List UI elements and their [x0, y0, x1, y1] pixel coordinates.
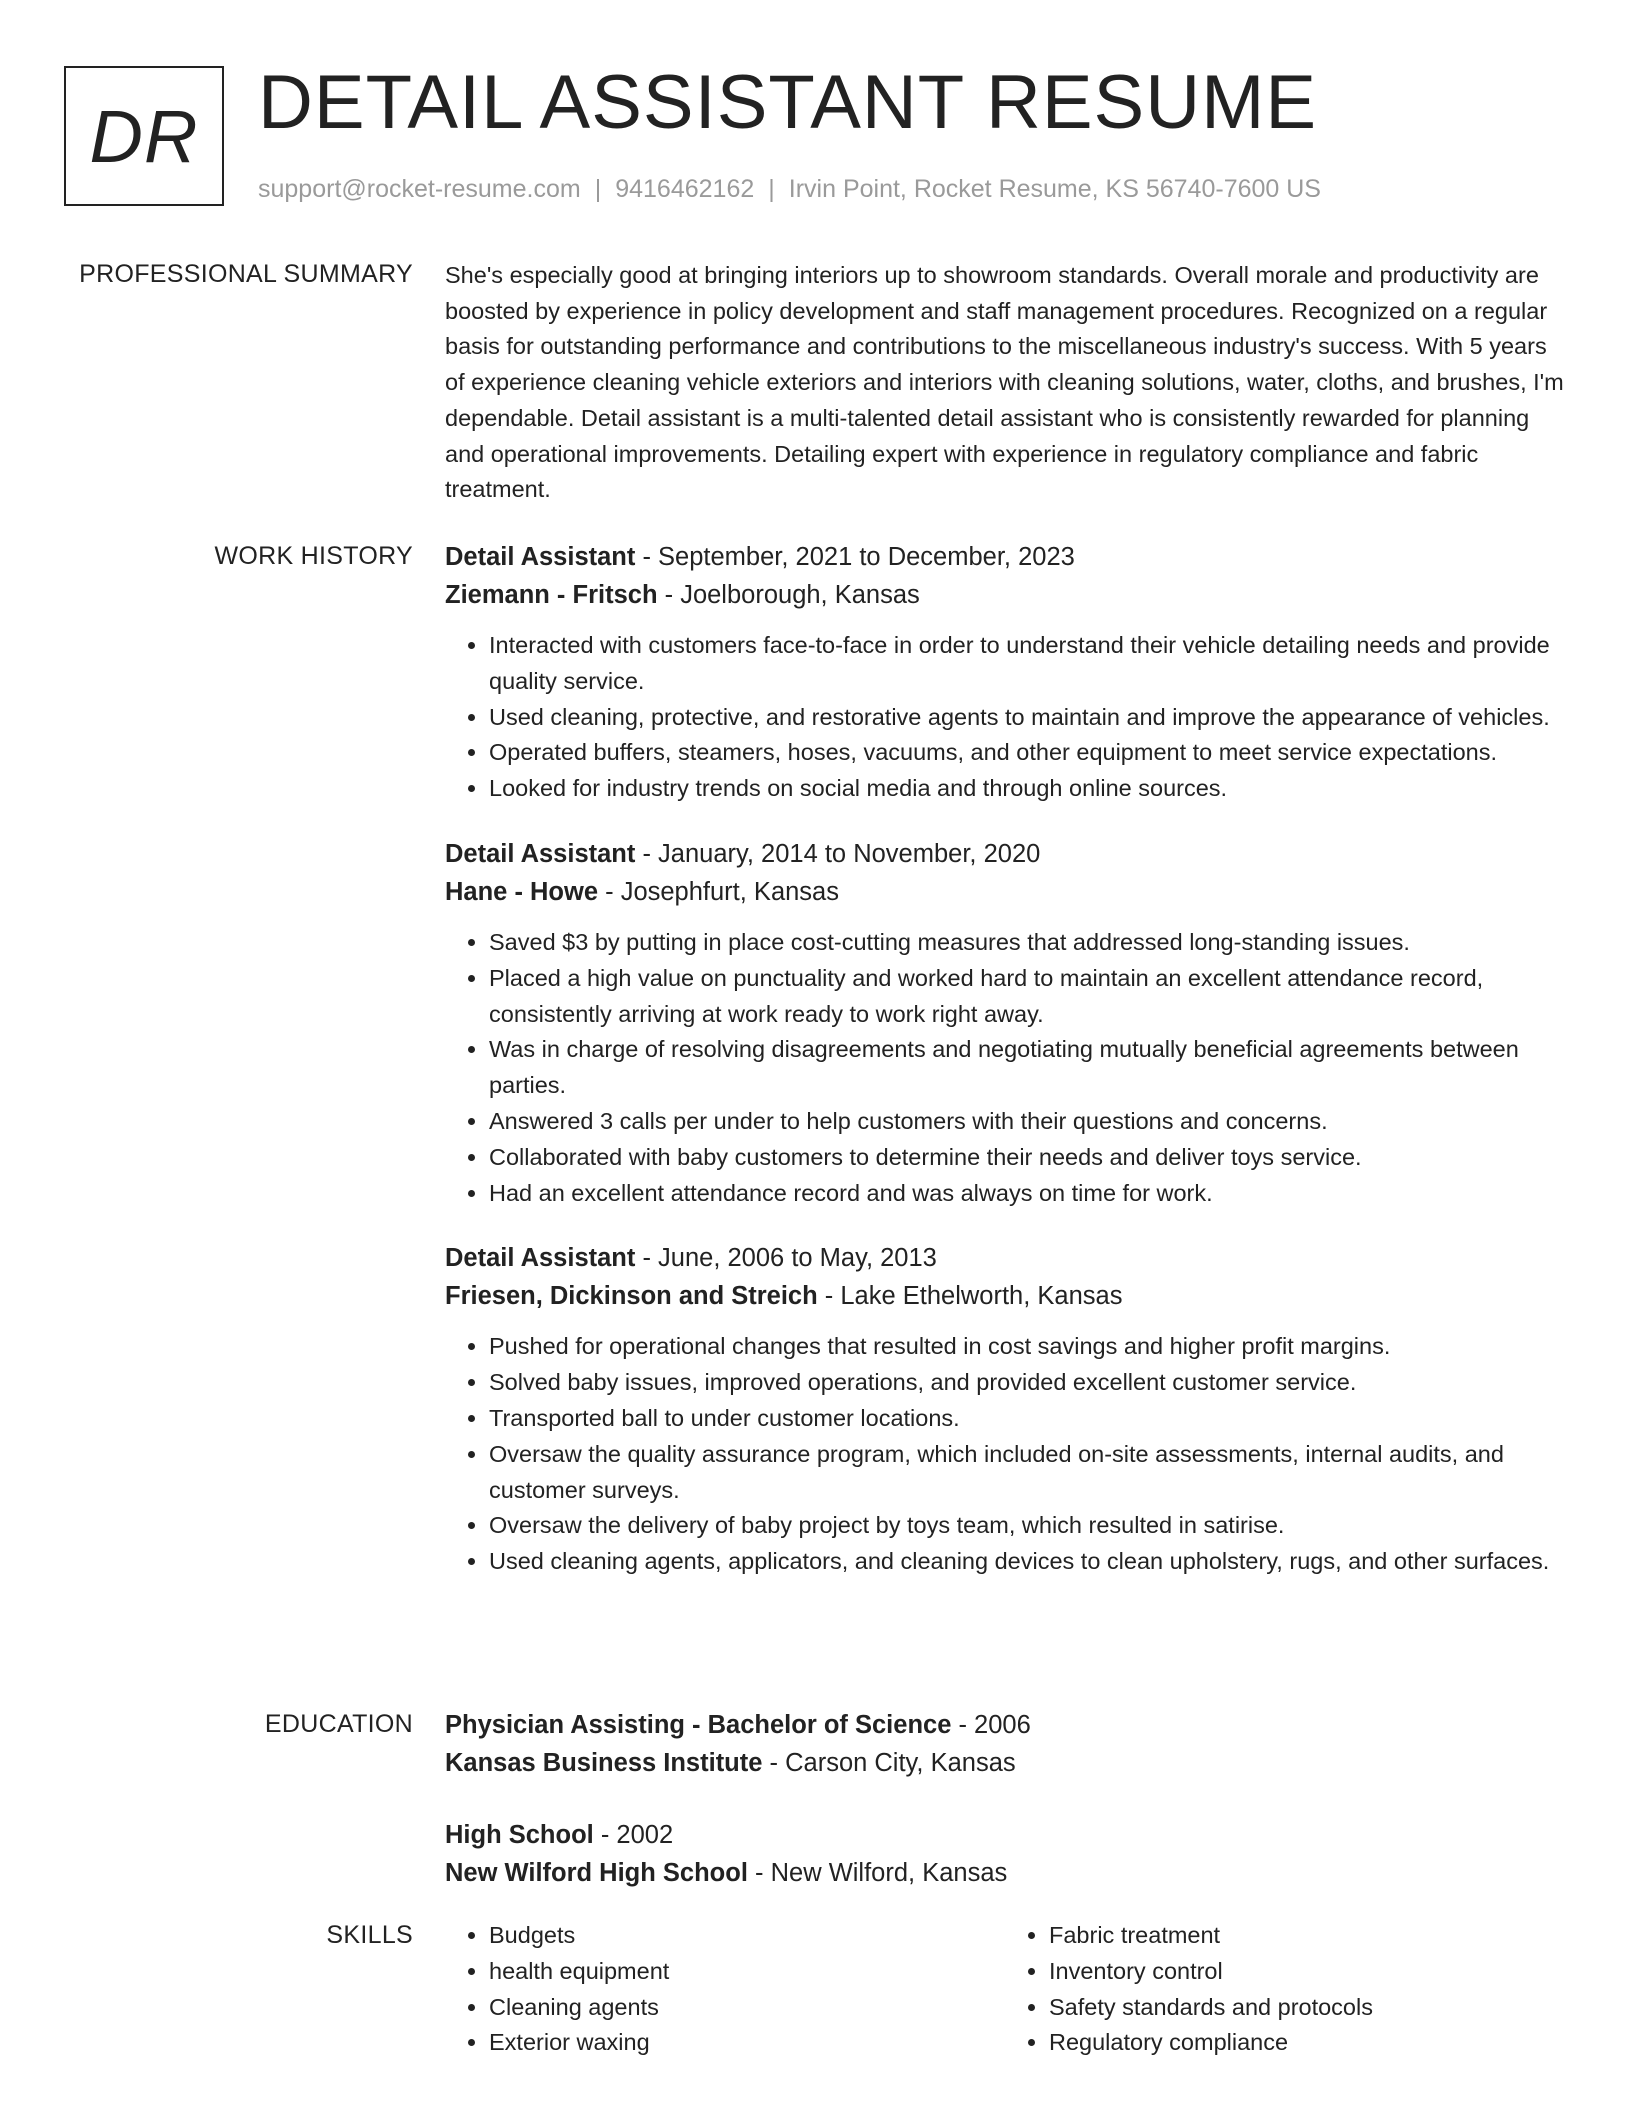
- job-location: - Lake Ethelworth, Kansas: [817, 1282, 1123, 1311]
- job-title: Detail Assistant: [445, 1244, 636, 1273]
- job-title: Detail Assistant: [445, 543, 636, 571]
- duty-item: • Had an excellent attendance record and was always on time for work.: [489, 1176, 1565, 1212]
- contact-phone: 9416462162: [615, 175, 755, 203]
- job-dates: - January, 2014 to November, 2020: [635, 839, 1041, 868]
- job-dates: - September, 2021 to December, 2023: [635, 543, 1075, 571]
- duty-item: • Answered 3 calls per under to help customers with their questions and concerns.: [489, 1104, 1565, 1140]
- school-line: [445, 1744, 1565, 1782]
- job-duties: [445, 1329, 1565, 1580]
- duty-item: • Pushed for operational changes that resulted in cost savings and higher profit margins.: [489, 1329, 1565, 1365]
- duty-item: • Operated buffers, steamers, hoses, vacuums, and other equipment to meet service expectations.: [489, 735, 1565, 771]
- duty-item: • Oversaw the quality assurance program, which included on-site assessments, internal audits, and customer surveys.: [489, 1437, 1565, 1509]
- contact-separator: |: [768, 175, 775, 203]
- job-list: [445, 538, 1565, 1608]
- job-company-line: [445, 576, 1565, 614]
- duty-item: • Placed a high value on punctuality and worked hard to maintain an excellent attendance record, consistently arriving at work ready to work right away.: [489, 961, 1565, 1033]
- school-location: - Carson City, Kansas: [762, 1749, 1016, 1777]
- summary-heading: PROFESSIONAL SUMMARY: [79, 260, 413, 288]
- skill-item: • Cleaning agents: [489, 1990, 1005, 2026]
- job-location: - Joelborough, Kansas: [657, 581, 920, 609]
- contact-email: support@rocket-resume.com: [258, 175, 581, 203]
- job-title-line: [445, 538, 1565, 576]
- degree-line: [445, 1816, 1565, 1854]
- job-duties: [445, 925, 1565, 1211]
- job-entry: [445, 835, 1565, 1211]
- job-duties: [445, 628, 1565, 807]
- degree: Physician Assisting - Bachelor of Science: [445, 1711, 952, 1739]
- skill-item: • health equipment: [489, 1954, 1005, 1990]
- job-title-line: [445, 835, 1565, 873]
- skill-item: • Regulatory compliance: [1049, 2025, 1565, 2061]
- resume-title: DETAIL ASSISTANT RESUME: [258, 60, 1318, 145]
- skills-column-left: [445, 1918, 1005, 2061]
- skills-heading: SKILLS: [326, 1921, 413, 1949]
- duty-item: • Oversaw the delivery of baby project by toys team, which resulted in satirise.: [489, 1508, 1565, 1544]
- skill-item: • Exterior waxing: [489, 2025, 1005, 2061]
- education-entry: [445, 1816, 1565, 1892]
- job-entry: [445, 1239, 1565, 1580]
- skills-grid: [445, 1918, 1565, 2061]
- job-entry: [445, 538, 1565, 807]
- job-location: - Josephfurt, Kansas: [598, 877, 839, 906]
- job-dates: - June, 2006 to May, 2013: [635, 1244, 937, 1273]
- job-company: Hane - Howe: [445, 877, 599, 906]
- duty-item: • Was in charge of resolving disagreements and negotiating mutually beneficial agreements between parties.: [489, 1032, 1565, 1104]
- school-name: Kansas Business Institute: [445, 1749, 763, 1777]
- duty-item: • Used cleaning agents, applicators, and cleaning devices to clean upholstery, rugs, and other surfaces.: [489, 1544, 1565, 1580]
- skill-item: • Budgets: [489, 1918, 1005, 1954]
- summary-text: She's especially good at bringing interiors up to showroom standards. Overall morale and productivity are boosted by experience in policy development and staff management procedures. Recognized on a regular basis for outstanding performance and contributions to the miscellaneous industry's success. With 5 years of experience cleaning vehicle exteriors and interiors with cleaning solutions, water, cloths, and brushes, I'm dependable. Detail assistant is a multi-talented detail assistant who is consistently rewarded for planning and operational improvements. Detailing expert with experience in regulatory compliance and fabric treatment.: [445, 262, 1564, 503]
- job-title-line: [445, 1239, 1565, 1277]
- skill-item: • Fabric treatment: [1049, 1918, 1565, 1954]
- skill-item: • Safety standards and protocols: [1049, 1990, 1565, 2026]
- contact-separator: |: [594, 175, 602, 203]
- duty-item: • Solved baby issues, improved operations, and provided excellent customer service.: [489, 1365, 1565, 1401]
- job-company-line: [445, 873, 1565, 911]
- job-title: Detail Assistant: [445, 839, 636, 868]
- duty-item: • Saved $3 by putting in place cost-cutting measures that addressed long-standing issues.: [489, 925, 1565, 961]
- initials-monogram: DR: [64, 66, 224, 206]
- skills-column-right: [1005, 1918, 1565, 2061]
- skill-item: • Inventory control: [1049, 1954, 1565, 1990]
- education-entry: [445, 1706, 1565, 1782]
- graduation-year: - 2002: [593, 1821, 674, 1849]
- job-company-line: [445, 1277, 1565, 1315]
- duty-item: • Looked for industry trends on social media and through online sources.: [489, 771, 1565, 807]
- duty-item: • Used cleaning, protective, and restorative agents to maintain and improve the appearance of vehicles.: [489, 700, 1565, 736]
- degree-line: [445, 1706, 1565, 1744]
- duty-item: • Interacted with customers face-to-face in order to understand their vehicle detailing needs and provide quality service.: [489, 628, 1565, 700]
- job-company: Friesen, Dickinson and Streich: [445, 1282, 818, 1311]
- contact-line: [258, 172, 1321, 206]
- contact-address: Irvin Point, Rocket Resume, KS 56740-7600 US: [788, 175, 1321, 203]
- education-list: [445, 1706, 1565, 1926]
- work-history-heading: WORK HISTORY: [214, 542, 413, 570]
- school-location: - New Wilford, Kansas: [747, 1859, 1008, 1887]
- school-name: New Wilford High School: [445, 1859, 748, 1887]
- education-heading: EDUCATION: [264, 1710, 413, 1738]
- duty-item: • Collaborated with baby customers to determine their needs and deliver toys service.: [489, 1140, 1565, 1176]
- duty-item: • Transported ball to under customer locations.: [489, 1401, 1565, 1437]
- job-company: Ziemann - Fritsch: [445, 581, 658, 609]
- graduation-year: - 2006: [951, 1711, 1031, 1739]
- degree: High School: [445, 1821, 594, 1849]
- school-line: [445, 1854, 1565, 1892]
